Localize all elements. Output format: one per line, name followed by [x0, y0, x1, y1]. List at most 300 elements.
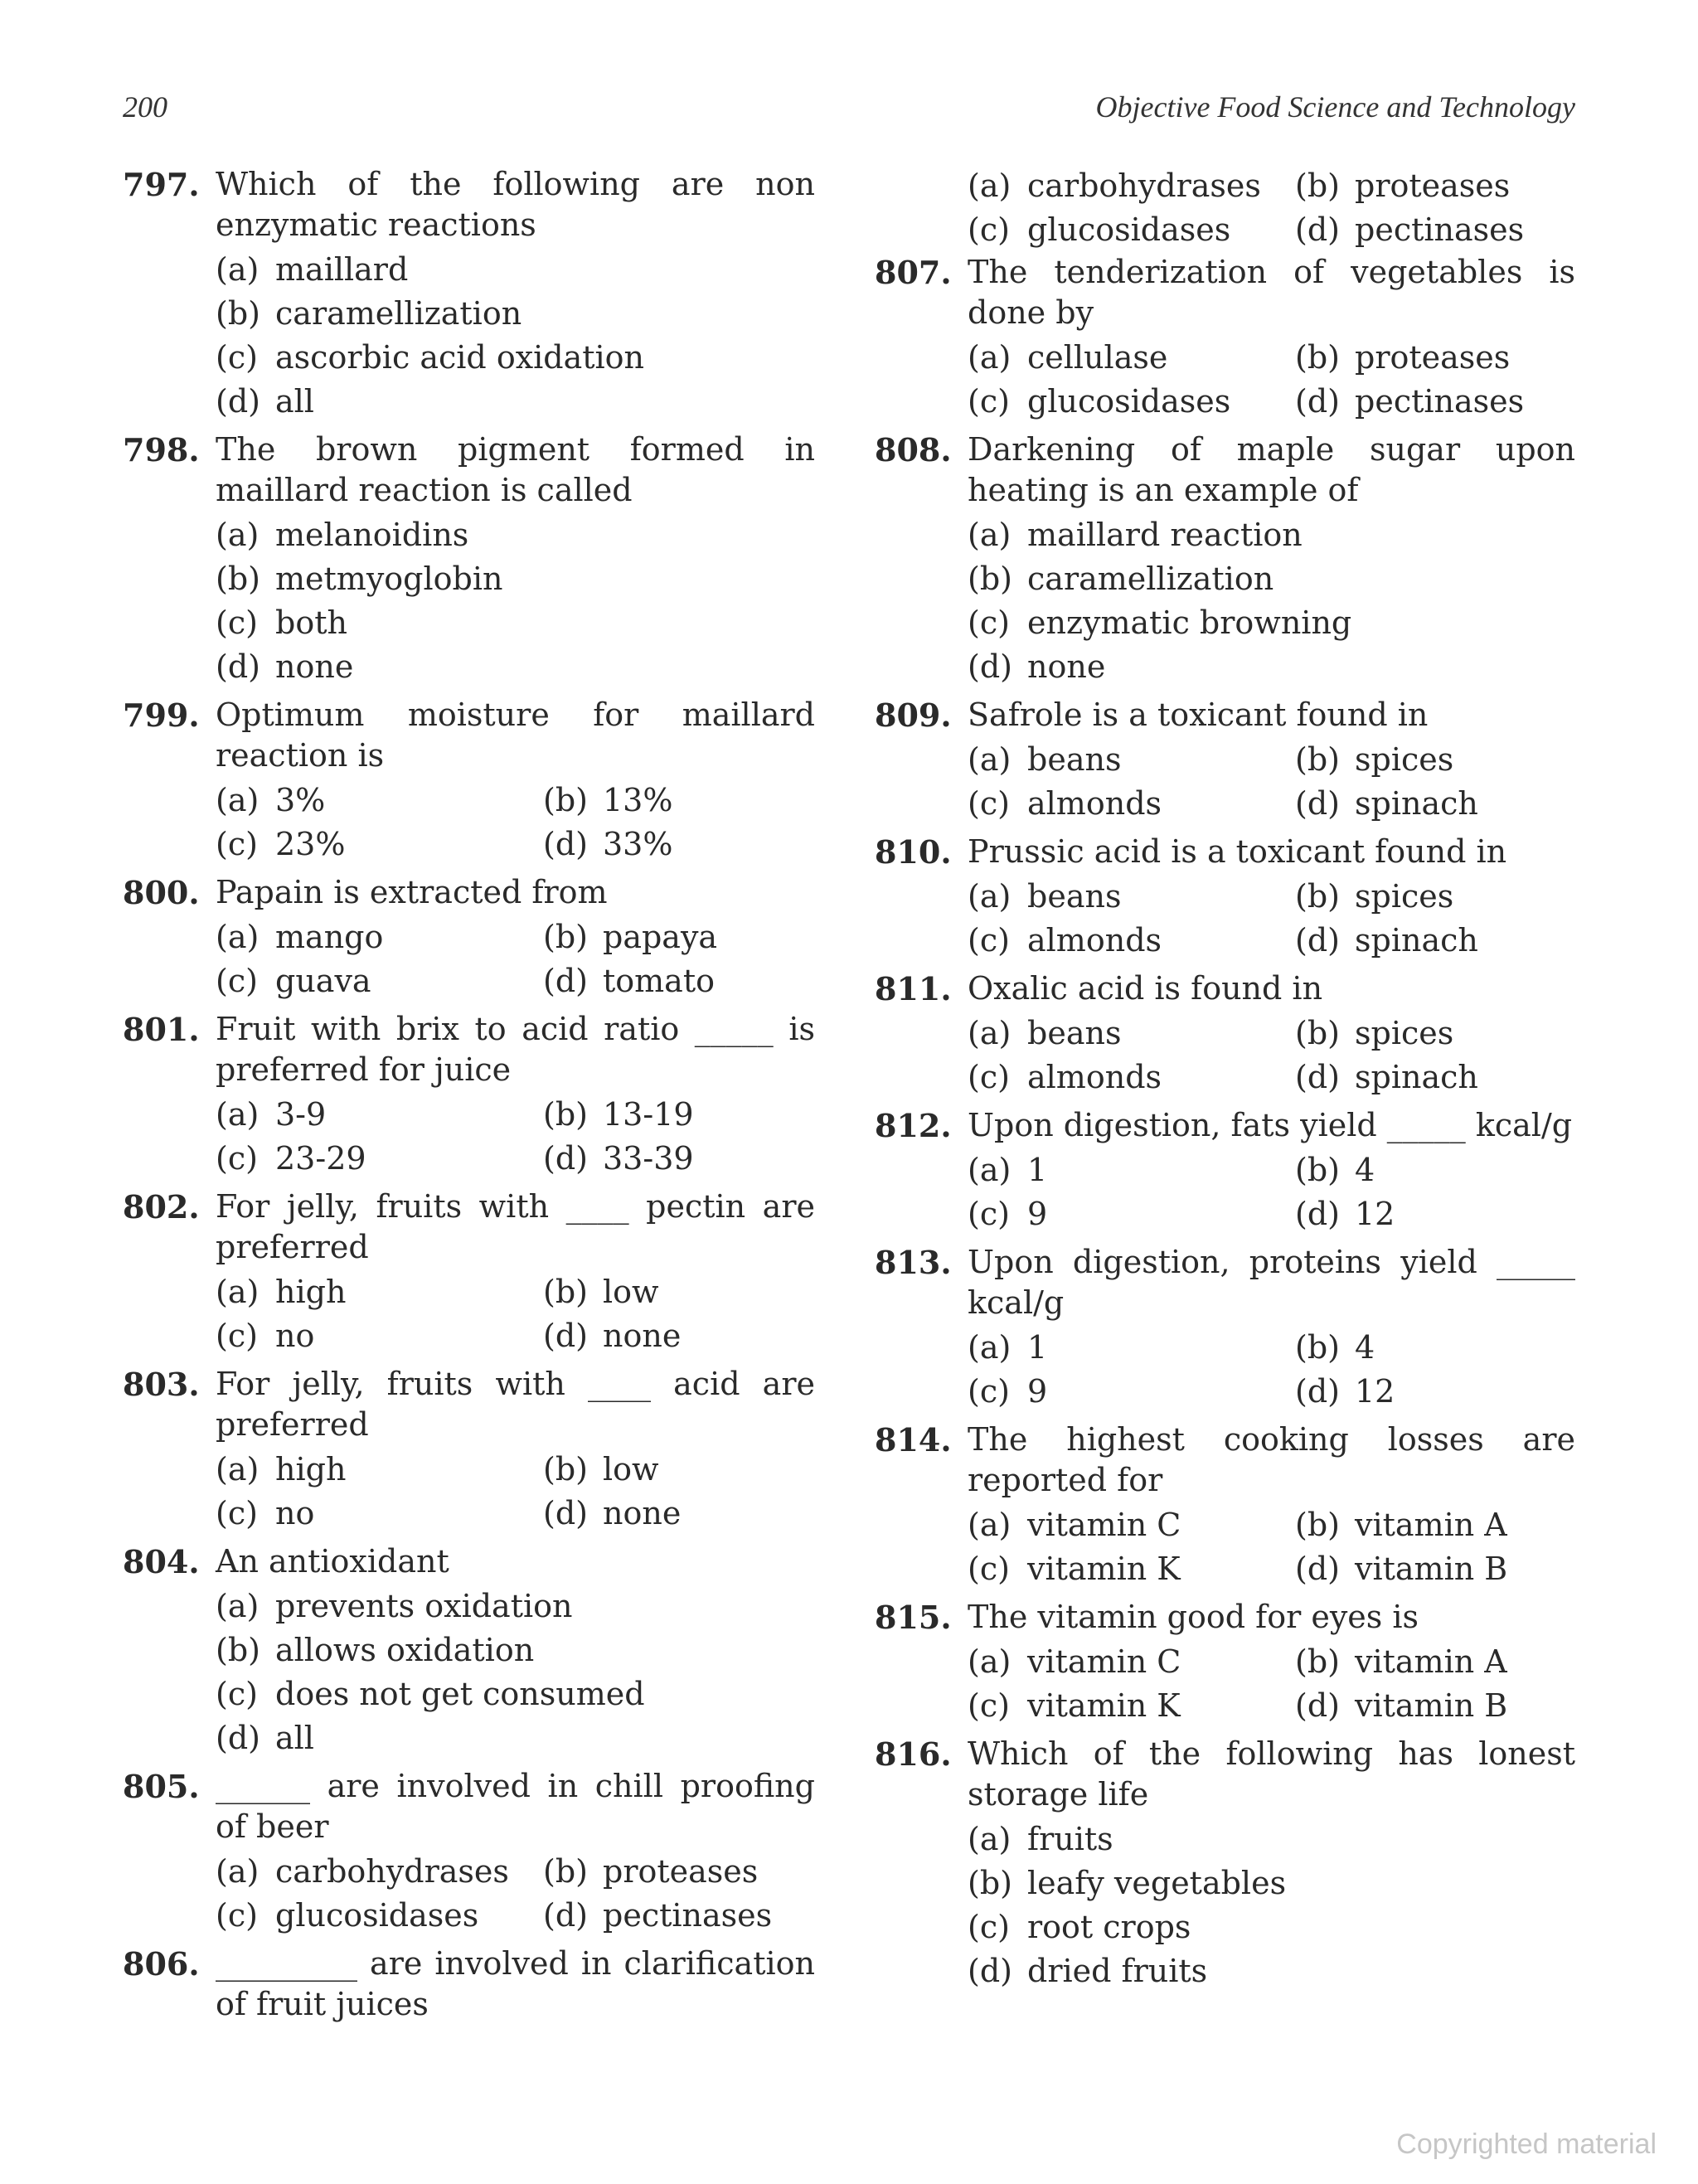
option-text: beans: [1027, 878, 1122, 915]
options-row: [216, 1093, 815, 1137]
question-stem: [875, 1420, 1575, 1501]
answer-option: [543, 823, 871, 866]
question-stem: [123, 1187, 815, 1268]
option-label: (c): [968, 785, 1010, 822]
question-text: Optimum moisture for maillard reaction is: [216, 696, 815, 774]
option-label: (b): [543, 1451, 588, 1488]
options-list: [968, 1326, 1575, 1414]
option-text: vitamin K: [1027, 1551, 1181, 1587]
options-row: [968, 336, 1575, 380]
option-text: metmyoglobin: [275, 561, 503, 597]
answer-option: [216, 1716, 815, 1760]
option-label: (a): [968, 339, 1012, 376]
question-item: [123, 164, 815, 424]
answer-option: [543, 779, 871, 823]
answer-option: [968, 336, 1295, 380]
question-stem: [123, 695, 815, 776]
option-text: allows oxidation: [275, 1632, 535, 1668]
option-text: fruits: [1027, 1821, 1113, 1857]
question-item: [123, 695, 815, 866]
answer-option: [216, 1894, 543, 1938]
question-stem: [875, 252, 1575, 333]
options-row: [216, 1314, 815, 1358]
options-row: [968, 164, 1575, 208]
option-label: (a): [968, 878, 1012, 915]
option-label: (b): [1295, 741, 1340, 778]
option-label: (d): [543, 1140, 588, 1177]
option-text: vitamin K: [1027, 1687, 1181, 1724]
option-text: pectinases: [1355, 211, 1525, 248]
option-text: high: [275, 1451, 347, 1488]
options-row: [216, 959, 815, 1003]
option-text: 3%: [275, 782, 326, 818]
question-text: _________ are involved in clarification of fruit juices: [216, 1945, 815, 2022]
option-text: glucosidases: [1027, 383, 1231, 420]
option-text: none: [1027, 648, 1106, 685]
answer-option: [968, 1326, 1295, 1370]
option-label: (c): [968, 1059, 1010, 1095]
answer-option: [968, 1148, 1295, 1192]
option-text: vitamin B: [1355, 1551, 1508, 1587]
option-label: (a): [968, 1643, 1012, 1680]
option-label: (b): [1295, 878, 1340, 915]
answer-option: [216, 513, 815, 557]
options-list: [968, 1503, 1575, 1591]
options-list: [968, 738, 1575, 826]
question-stem: [875, 695, 1575, 735]
question-stem: [123, 872, 815, 913]
question-item: [875, 430, 1575, 689]
option-label: (c): [968, 604, 1010, 641]
option-text: 3-9: [275, 1096, 327, 1133]
option-label: (c): [216, 1318, 258, 1354]
option-label: (c): [216, 826, 258, 862]
question-text: Papain is extracted from: [216, 874, 608, 910]
page-number: 200: [123, 90, 167, 124]
question-stem: [875, 430, 1575, 511]
answer-option: [1295, 738, 1623, 782]
options-list: [968, 1012, 1575, 1099]
answer-option: [1295, 1148, 1623, 1192]
answer-option: [543, 1850, 871, 1894]
options-list: [216, 915, 815, 1003]
option-label: (d): [1295, 1687, 1340, 1724]
question-item: [875, 1597, 1575, 1728]
answer-option: [1295, 919, 1623, 963]
answer-option: [543, 1093, 871, 1137]
option-text: root crops: [1027, 1909, 1191, 1945]
answer-option: [1295, 1503, 1623, 1547]
question-stem: [123, 164, 815, 245]
answer-option: [216, 601, 815, 645]
question-item: [123, 1541, 815, 1760]
answer-option: [968, 1547, 1295, 1591]
option-text: 4: [1355, 1329, 1375, 1366]
right-question-list: [875, 252, 1575, 1993]
question-number: 801.: [123, 1011, 200, 1048]
option-label: (a): [216, 517, 260, 553]
option-label: (d): [543, 1897, 588, 1934]
answer-option: [1295, 782, 1623, 826]
answer-option: [216, 1585, 815, 1628]
option-label: (d): [543, 826, 588, 862]
options-row: [968, 1148, 1575, 1192]
option-label: (a): [216, 1274, 260, 1310]
question-stem: [123, 1009, 815, 1090]
answer-option: [1295, 208, 1623, 252]
question-stem: [123, 1364, 815, 1445]
option-text: proteases: [1355, 167, 1511, 204]
option-label: (d): [1295, 1196, 1340, 1232]
answer-option: [543, 1137, 871, 1181]
option-text: papaya: [603, 919, 718, 955]
option-label: (c): [216, 1897, 258, 1934]
question-number: 816.: [875, 1735, 952, 1773]
option-label: (d): [216, 648, 260, 685]
answer-option: [1295, 380, 1623, 424]
options-row: [968, 875, 1575, 919]
options-list: [216, 248, 815, 424]
option-label: (b): [1295, 339, 1340, 376]
option-text: caramellization: [1027, 561, 1274, 597]
option-text: glucosidases: [275, 1897, 479, 1934]
option-label: (d): [968, 1953, 1012, 1989]
question-item: [123, 872, 815, 1003]
options-row: [968, 1326, 1575, 1370]
answer-option: [968, 1640, 1295, 1684]
options-list: [216, 1270, 815, 1358]
option-text: none: [603, 1318, 682, 1354]
option-text: all: [275, 383, 314, 420]
answer-option: [216, 557, 815, 601]
answer-option: [968, 645, 1575, 689]
answer-option: [216, 380, 815, 424]
options-row: [968, 1640, 1575, 1684]
option-label: (d): [543, 1495, 588, 1531]
options-row: [968, 1192, 1575, 1236]
answer-option: [543, 959, 871, 1003]
question-text: The tenderization of vegetables is done by: [968, 254, 1575, 331]
question-text: Which of the following are non enzymatic reactions: [216, 166, 815, 243]
question-number: 805.: [123, 1768, 200, 1805]
options-row: [216, 823, 815, 866]
question-text: Upon digestion, fats yield _____ kcal/g: [968, 1107, 1573, 1143]
options-row: [968, 1370, 1575, 1414]
options-row: [216, 1492, 815, 1536]
option-label: (d): [1295, 211, 1340, 248]
option-label: (c): [968, 383, 1010, 420]
option-label: (b): [1295, 167, 1340, 204]
answer-option: [968, 1012, 1295, 1056]
question-item: [875, 252, 1575, 424]
answer-option: [216, 645, 815, 689]
question-item: [875, 1420, 1575, 1591]
option-label: (b): [1295, 1643, 1340, 1680]
question-stem: [875, 1597, 1575, 1638]
option-label: (a): [968, 1152, 1012, 1188]
option-label: (a): [968, 517, 1012, 553]
option-text: almonds: [1027, 922, 1162, 959]
option-text: enzymatic browning: [1027, 604, 1352, 641]
answer-option: [543, 1894, 871, 1938]
answer-option: [968, 1503, 1295, 1547]
option-label: (a): [216, 919, 260, 955]
question-stem: [875, 1734, 1575, 1815]
answer-option: [216, 915, 543, 959]
option-text: guava: [275, 963, 371, 999]
options-row: [216, 1137, 815, 1181]
option-label: (c): [968, 1687, 1010, 1724]
options-row: [968, 738, 1575, 782]
options-row: [968, 782, 1575, 826]
option-label: (d): [1295, 1373, 1340, 1410]
option-label: (a): [968, 1821, 1012, 1857]
option-label: (a): [968, 1329, 1012, 1366]
option-text: low: [603, 1451, 659, 1488]
question-item: [123, 1364, 815, 1536]
question-item: [875, 695, 1575, 826]
options-list: [216, 1448, 815, 1536]
option-text: 4: [1355, 1152, 1375, 1188]
question-number: 808.: [875, 431, 952, 468]
options-row: [216, 1894, 815, 1938]
option-text: both: [275, 604, 347, 641]
question-item: [123, 1766, 815, 1938]
question-stem: [123, 1944, 815, 2025]
option-text: 1: [1027, 1329, 1048, 1366]
option-text: 12: [1355, 1373, 1395, 1410]
question-item: [875, 1105, 1575, 1236]
question-text: The brown pigment formed in maillard reaction is called: [216, 431, 815, 508]
answer-option: [1295, 1684, 1623, 1728]
answer-option: [968, 875, 1295, 919]
option-text: vitamin C: [1027, 1643, 1181, 1680]
question-text: The highest cooking losses are reported for: [968, 1421, 1575, 1498]
question-text: Upon digestion, proteins yield _____ kcal/g: [968, 1244, 1575, 1321]
options-row: [968, 208, 1575, 252]
question-text: Prussic acid is a toxicant found in: [968, 833, 1507, 870]
options-list: [216, 1093, 815, 1181]
option-text: 9: [1027, 1196, 1048, 1232]
option-label: (b): [216, 295, 260, 332]
option-text: proteases: [603, 1853, 759, 1890]
answer-option: [1295, 1370, 1623, 1414]
option-text: 23%: [275, 826, 346, 862]
answer-option: [1295, 1326, 1623, 1370]
option-label: (d): [1295, 922, 1340, 959]
answer-option: [968, 1818, 1575, 1861]
options-list: [968, 513, 1575, 689]
option-text: 9: [1027, 1373, 1048, 1410]
option-label: (c): [216, 963, 258, 999]
option-label: (b): [216, 561, 260, 597]
option-label: (b): [1295, 1015, 1340, 1051]
option-text: vitamin A: [1355, 1643, 1507, 1680]
question-stem: [875, 1105, 1575, 1146]
left-column: [123, 164, 815, 2031]
answer-option: [968, 1905, 1575, 1949]
answer-option: [1295, 875, 1623, 919]
option-text: maillard reaction: [1027, 517, 1303, 553]
option-text: 13-19: [603, 1096, 694, 1133]
option-label: (a): [216, 1588, 260, 1624]
question-text: Fruit with brix to acid ratio _____ is preferred for juice: [216, 1011, 815, 1088]
option-text: carbohydrases: [275, 1853, 509, 1890]
answer-option: [968, 1370, 1295, 1414]
answer-option: [1295, 1640, 1623, 1684]
question-text: For jelly, fruits with ____ acid are preferred: [216, 1366, 815, 1443]
answer-option: [543, 1492, 871, 1536]
question-stem: [875, 968, 1575, 1009]
option-text: no: [275, 1318, 315, 1354]
question-item: [123, 1009, 815, 1181]
option-label: (d): [543, 1318, 588, 1354]
options-row: [968, 1684, 1575, 1728]
answer-option: [216, 336, 815, 380]
answer-option: [1295, 1547, 1623, 1591]
answer-option: [1295, 1192, 1623, 1236]
copyright-watermark: Copyrighted material: [1396, 2128, 1657, 2160]
answer-option: [968, 1056, 1295, 1099]
option-label: (d): [1295, 383, 1340, 420]
answer-option: [968, 208, 1295, 252]
options-list: [968, 164, 1575, 252]
question-stem: [123, 430, 815, 511]
options-row: [968, 1547, 1575, 1591]
options-list: [968, 1148, 1575, 1236]
question-number: 807.: [875, 254, 952, 291]
options-row: [968, 380, 1575, 424]
options-list: [968, 336, 1575, 424]
option-text: beans: [1027, 741, 1122, 778]
answer-option: [968, 164, 1295, 208]
option-text: carbohydrases: [1027, 167, 1261, 204]
option-text: none: [603, 1495, 682, 1531]
option-text: all: [275, 1720, 314, 1756]
question-number: 802.: [123, 1188, 200, 1225]
option-label: (a): [968, 167, 1012, 204]
options-list: [216, 1850, 815, 1938]
option-label: (d): [216, 383, 260, 420]
answer-option: [1295, 1012, 1623, 1056]
option-text: beans: [1027, 1015, 1122, 1051]
answer-option: [968, 782, 1295, 826]
question-item: [875, 1242, 1575, 1414]
question-text: Safrole is a toxicant found in: [968, 696, 1429, 733]
options-row: [968, 1503, 1575, 1547]
options-row: [968, 919, 1575, 963]
answer-option: [968, 601, 1575, 645]
option-text: leafy vegetables: [1027, 1865, 1287, 1901]
option-label: (d): [216, 1720, 260, 1756]
question-number: 811.: [875, 970, 952, 1007]
option-text: high: [275, 1274, 347, 1310]
question-item: [875, 1734, 1575, 1993]
answer-option: [216, 1850, 543, 1894]
option-text: 33-39: [603, 1140, 694, 1177]
option-text: low: [603, 1274, 659, 1310]
option-label: (a): [216, 1096, 260, 1133]
question-stem: [123, 1766, 815, 1847]
option-label: (b): [1295, 1329, 1340, 1366]
answer-option: [216, 1093, 543, 1137]
option-label: (b): [1295, 1507, 1340, 1543]
option-text: 33%: [603, 826, 673, 862]
option-text: maillard: [275, 251, 409, 288]
answer-option: [216, 1672, 815, 1716]
question-text: Oxalic acid is found in: [968, 970, 1323, 1007]
option-label: (b): [543, 782, 588, 818]
option-label: (b): [543, 1096, 588, 1133]
option-text: dried fruits: [1027, 1953, 1208, 1989]
question-text: For jelly, fruits with ____ pectin are preferred: [216, 1188, 815, 1265]
question-stem: [875, 832, 1575, 872]
question-number: 803.: [123, 1366, 200, 1403]
option-text: none: [275, 648, 354, 685]
option-text: spices: [1355, 878, 1454, 915]
option-text: proteases: [1355, 339, 1511, 376]
answer-option: [968, 738, 1295, 782]
options-list: [216, 1585, 815, 1760]
option-label: (c): [968, 211, 1010, 248]
options-row: [216, 915, 815, 959]
option-text: melanoidins: [275, 517, 469, 553]
option-text: spices: [1355, 1015, 1454, 1051]
option-label: (c): [216, 1676, 258, 1712]
option-label: (c): [216, 339, 258, 376]
option-label: (c): [216, 1495, 258, 1531]
answer-option: [1295, 1056, 1623, 1099]
question-number: 800.: [123, 874, 200, 911]
question-number: 798.: [123, 431, 200, 468]
option-text: spices: [1355, 741, 1454, 778]
options-list: [968, 875, 1575, 963]
answer-option: [968, 380, 1295, 424]
option-text: pectinases: [1355, 383, 1525, 420]
option-label: (c): [968, 1196, 1010, 1232]
question-item: [875, 968, 1575, 1099]
option-text: glucosidases: [1027, 211, 1231, 248]
option-text: almonds: [1027, 785, 1162, 822]
answer-option: [216, 248, 815, 292]
question-text: Which of the following has lonest storage life: [968, 1735, 1575, 1813]
option-label: (a): [968, 1015, 1012, 1051]
answer-option: [543, 915, 871, 959]
answer-option: [216, 1314, 543, 1358]
option-text: does not get consumed: [275, 1676, 645, 1712]
answer-option: [216, 1270, 543, 1314]
option-text: cellulase: [1027, 339, 1168, 376]
question-item: [123, 430, 815, 689]
answer-option: [1295, 336, 1623, 380]
option-label: (b): [543, 1274, 588, 1310]
question-number: 813.: [875, 1244, 952, 1281]
question-stem: [875, 1242, 1575, 1323]
answer-option: [968, 919, 1295, 963]
option-text: vitamin A: [1355, 1507, 1507, 1543]
question-number: 799.: [123, 696, 200, 734]
question-item: [123, 1187, 815, 1358]
answer-option: [543, 1314, 871, 1358]
options-list: [968, 1640, 1575, 1728]
option-label: (a): [216, 782, 260, 818]
option-label: (b): [216, 1632, 260, 1668]
option-label: (a): [968, 1507, 1012, 1543]
answer-option: [1295, 164, 1623, 208]
options-row: [968, 1056, 1575, 1099]
option-label: (c): [216, 1140, 258, 1177]
option-text: caramellization: [275, 295, 522, 332]
